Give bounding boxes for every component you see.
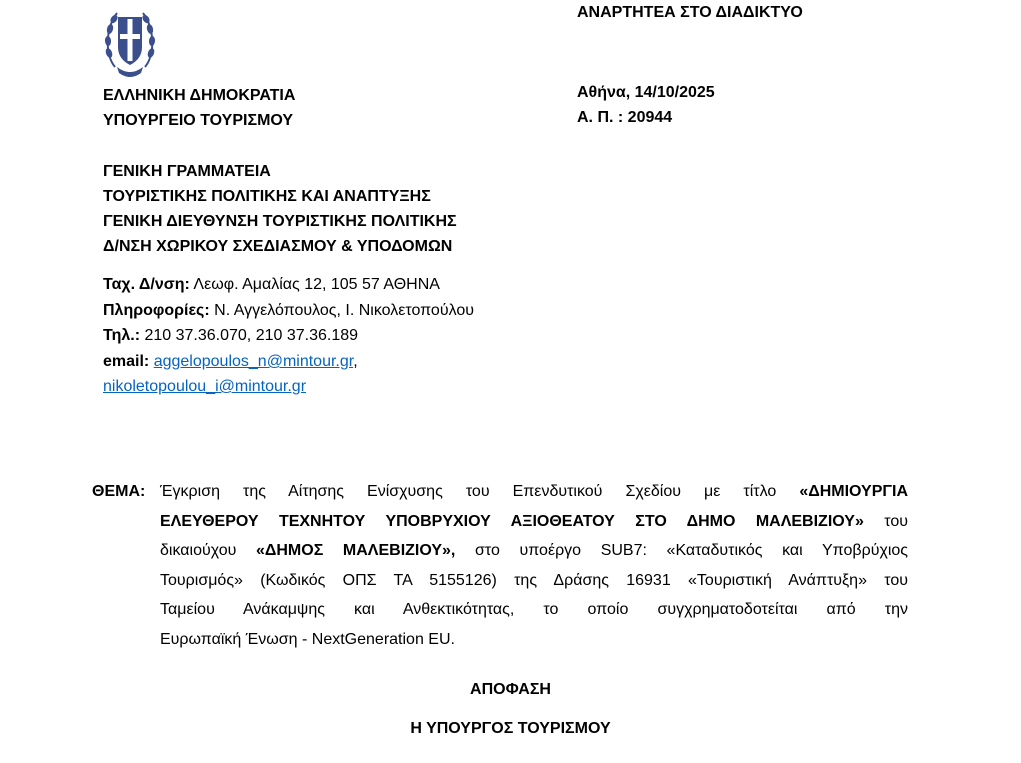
subject-text: του: [884, 512, 908, 530]
subject-title-bold: ΕΛΕΥΘΕΡΟΥ ΤΕΧΝΗΤΟΥ ΥΠΟΒΡΥΧΙΟΥ ΑΞΙΟΘΕΑΤΟΥ ΣΤΟ ΔΗΜΟ ΜΑΛΕΒΙΖΙΟΥ»: [160, 512, 864, 530]
beneficiary-bold: «ΔΗΜΟΣ ΜΑΛΕΒΙΖΙΟΥ»,: [255, 542, 456, 559]
department-line: ΓΕΝΙΚΗ ΔΙΕΥΘΥΝΣΗ ΤΟΥΡΙΣΤΙΚΗΣ ΠΟΛΙΤΙΚΗΣ: [103, 213, 457, 230]
email-link-nikoletopoulou[interactable]: nikoletopoulou_i@mintour.gr: [103, 378, 307, 395]
phone-line: [103, 323, 358, 349]
department-line: ΤΟΥΡΙΣΤΙΚΗΣ ΠΟΛΙΤΙΚΗΣ ΚΑΙ ΑΝΑΠΤΥΞΗΣ: [103, 188, 431, 205]
info-value: Ν. Αγγελόπουλος, Ι. Νικολετοπούλου: [209, 302, 474, 319]
subject-text: στο υποέργο SUB7: «Καταδυτικός και Υποβρύχιος: [475, 542, 909, 559]
subject-line-6: Ευρωπαϊκή Ένωση - NextGeneration EU.: [160, 630, 455, 648]
phone-value: 210 37.36.070, 210 37.36.189: [140, 327, 359, 344]
email-label: email:: [103, 353, 150, 370]
decision-title: ΑΠΟΦΑΣΗ: [470, 681, 551, 698]
address-value: Λεωφ. Αμαλίας 12, 105 57 ΑΘΗΝΑ: [189, 276, 440, 293]
address-label: Ταχ. Δ/νση:: [103, 276, 190, 293]
info-line: [103, 298, 474, 324]
subject-line-5: Ταμείου Ανάκαμψης και Ανθεκτικότητας, το οποίο συγχρηματοδοτείται από την: [160, 601, 908, 618]
republic-name: ΕΛΛΗΝΙΚΗ ΔΗΜΟΚΡΑΤΙΑ: [103, 87, 296, 104]
email-line: [103, 349, 358, 375]
subject-title-bold: «ΔΗΜΙΟΥΡΓΙΑ: [799, 483, 908, 500]
subject-line-2: [160, 507, 908, 537]
subject-text: Έγκριση της Αίτησης Ενίσχυσης του Επενδυτικού Σχεδίου με τίτλο: [160, 483, 777, 500]
email-separator: ,: [353, 353, 358, 370]
protocol-number: Α. Π. : 20944: [577, 109, 673, 126]
subject-line-1: [160, 477, 908, 507]
subject-line-3: [160, 536, 908, 566]
subject-line-4: Τουρισμός» (Κωδικός ΟΠΣ ΤΑ 5155126) της Δράσης 16931 «Τουριστική Ανάπτυξη» του: [160, 571, 908, 589]
info-label: Πληροφορίες:: [103, 302, 210, 319]
email-line-2: [103, 374, 306, 400]
department-line: ΓΕΝΙΚΗ ΓΡΑΜΜΑΤΕΙΑ: [103, 163, 271, 180]
address-line: [103, 272, 440, 298]
ministry-name: ΥΠΟΥΡΓΕΙΟ ΤΟΥΡΙΣΜΟΥ: [103, 112, 294, 129]
minister-title: Η ΥΠΟΥΡΓΟΣ ΤΟΥΡΙΣΜΟΥ: [410, 720, 611, 737]
email-link-aggelopoulos[interactable]: aggelopoulos_n@mintour.gr: [153, 353, 354, 370]
phone-label: Τηλ.:: [103, 327, 141, 344]
publish-notice: ΑΝΑΡΤΗΤΕΑ ΣΤΟ ΔΙΑΔΙΚΤΥΟ: [577, 4, 803, 21]
date-line: Αθήνα, 14/10/2025: [577, 84, 715, 101]
subject-text: δικαιούχου: [160, 542, 237, 559]
department-line: Δ/ΝΣΗ ΧΩΡΙΚΟΥ ΣΧΕΔΙΑΣΜΟΥ & ΥΠΟΔΟΜΩΝ: [103, 238, 453, 255]
greek-coat-of-arms-emblem: [103, 3, 157, 79]
subject-label: ΘΕΜΑ:: [92, 483, 146, 500]
